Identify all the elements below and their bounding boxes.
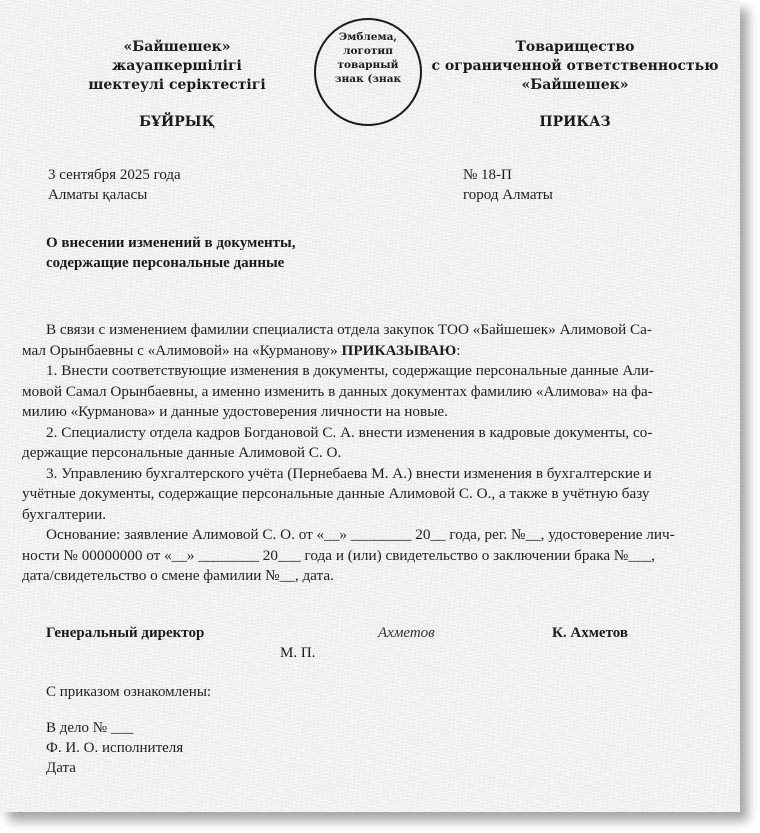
item1-line: милию «Курманова» и данные удостоверения личности на новые. <box>22 403 448 420</box>
left-header-line: жауапкершілігі <box>112 58 242 74</box>
left-header-line: «Байшешек» <box>123 39 231 55</box>
emblem-line: товарный <box>337 59 399 71</box>
right-header-line: «Байшешек» <box>521 77 629 93</box>
right-header-line: Товарищество <box>515 39 635 55</box>
city-kz: Алматы қаласы <box>48 187 148 203</box>
item3-line: бухгалтерии. <box>22 505 107 523</box>
left-header <box>62 38 292 95</box>
emblem-line: логотип <box>343 45 393 57</box>
emblem-placeholder <box>314 18 422 126</box>
left-doc-type: БҰЙРЫҚ <box>139 114 215 130</box>
date-label: Дата <box>46 760 76 776</box>
file-number: В дело № ___ <box>46 720 134 736</box>
city-ru: город Алматы <box>463 187 553 203</box>
item2-line: 2. Специалисту отдела кадров Богдановой С. А. внести изменения в кадровые документы, со- <box>46 423 653 441</box>
emblem-line: Эмблема, <box>338 31 398 43</box>
order-number: № 18-П <box>463 167 512 183</box>
subject-line: содержащие персональные данные <box>46 255 285 271</box>
intro-line: В связи с изменением фамилии специалиста отдела закупок ТОО «Байшешек» Алимовой Са- <box>46 321 652 338</box>
item1-line: мовой Самал Орынбаевны, а именно изменить в данных документах фамилию «Алимова» на фа- <box>22 382 653 400</box>
order-subject <box>46 233 296 273</box>
order-body <box>22 320 720 587</box>
emblem-line: знак (знак <box>334 73 402 85</box>
basis-line: ности № 00000000 от «__» ________ 20___ года и (или) свидетельство о заключении брака №___, <box>22 546 655 564</box>
item2-line: держащие персональные данные Алимовой С. О. <box>22 444 342 461</box>
order-word: ПРИКАЗЫВАЮ <box>341 341 457 359</box>
subject-line: О внесении изменений в документы, <box>46 235 296 251</box>
intro-line <box>22 341 720 362</box>
emblem-text <box>316 30 420 86</box>
intro-line-text: мал Орынбаевны с «Алимовой» на «Курманову» <box>22 341 342 359</box>
acknowledged-label: С приказом ознакомлены: <box>46 684 212 700</box>
signatory-position: Генеральный директор <box>46 625 205 641</box>
basis-line: дата/свидетельство о смене фамилии №__, дата. <box>22 567 334 584</box>
seal-place: М. П. <box>280 645 316 661</box>
item3-line: 3. Управлению бухгалтерского учёта (Пернебаева М. А.) внести изменения в бухгалтерские и <box>46 464 652 482</box>
right-header-line: с ограниченной ответственностью <box>431 58 719 74</box>
order-colon: : <box>456 341 461 359</box>
right-doc-type: ПРИКАЗ <box>539 114 611 130</box>
left-header-line: шектеулі серіктестігі <box>88 77 266 93</box>
handwritten-signature: Ахметов <box>378 625 435 641</box>
basis-line: Основание: заявление Алимовой С. О. от «__» ________ 20__ года, рег. №__, удостоверение лич- <box>46 526 675 543</box>
item3-line: учётные документы, содержащие персональные данные Алимовой С. О., а также в учётную базу <box>22 485 650 502</box>
executor-name: Ф. И. О. исполнителя <box>46 740 184 756</box>
item1-line: 1. Внести соответствующие изменения в документы, содержащие персональные данные Али- <box>46 362 655 379</box>
signatory-name: К. Ахметов <box>552 625 628 641</box>
right-header <box>430 38 720 95</box>
order-date: 3 сентября 2025 года <box>48 167 181 183</box>
